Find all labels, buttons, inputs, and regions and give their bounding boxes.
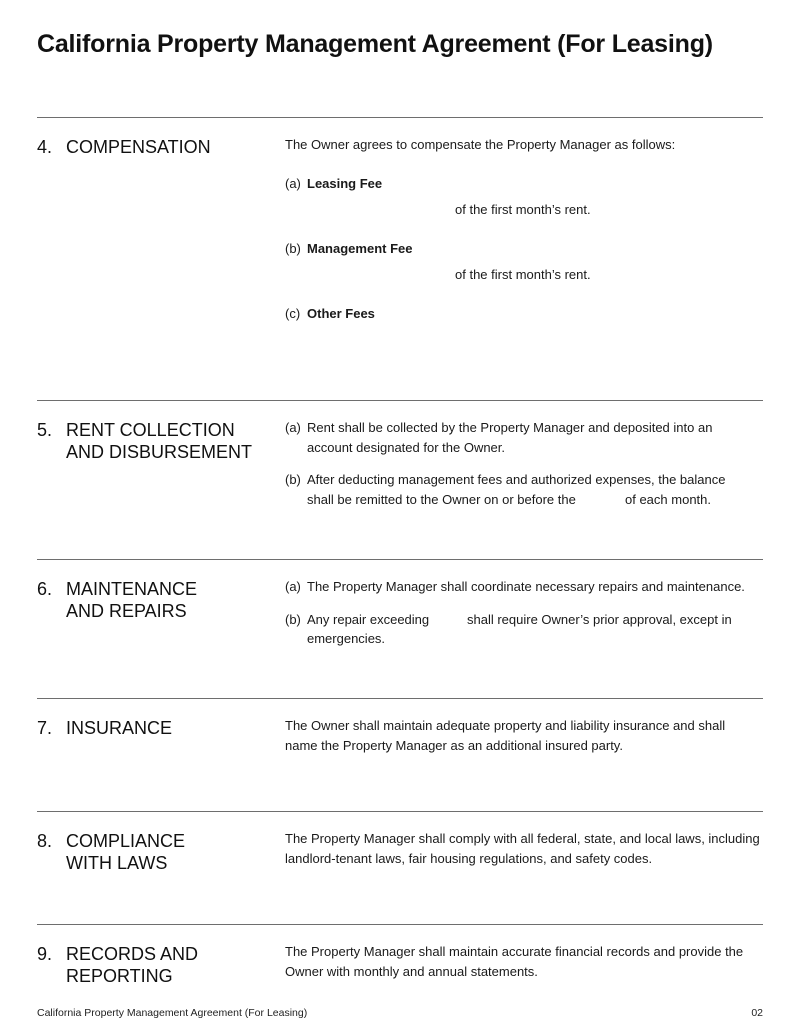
section-number: 4. [37,137,53,157]
leasing-fee-heading: Leasing Fee [307,176,383,191]
section-number: 8. [37,831,53,851]
maintenance-text-a: The Property Manager shall coordinate necessary repairs and maintenance. [307,579,745,594]
rent-collection-text-a: Rent shall be collected by the Property Manager and deposited into an account designated for the Owner. [307,420,713,455]
leasing-fee-detail: of the first month’s rent. [455,202,591,217]
management-fee-heading: Management Fee [307,241,413,256]
section-number: 5. [37,420,53,440]
section-title-records-line1: RECORDS AND [66,944,199,964]
section-title-maintenance-line1: MAINTENANCE [66,579,198,599]
repair-text-line1b: shall require Owner’s prior approval, except in [467,612,732,627]
section-number: 9. [37,944,53,964]
repair-text-line1a: Any repair exceeding [307,612,430,627]
section-title-compliance-line1: COMPLIANCE [66,831,186,851]
item-label-c: (c) [285,306,301,321]
compliance-text: The Property Manager shall comply with all federal, state, and local laws, including landlord-tenant laws, fair housing regulations, and safety codes. [285,831,760,866]
section-divider [37,400,763,401]
rent-collection-item-a [285,418,761,457]
disbursement-text-line2a: shall be remitted to the Owner on or before the [307,492,576,507]
repair-text-line2: emergencies. [307,631,386,646]
section-number: 7. [37,718,53,738]
section-title-rent-collection-line2: AND DISBURSEMENT [66,442,253,462]
section-divider [37,924,763,925]
item-label-b: (b) [285,472,301,487]
section-divider [37,698,763,699]
insurance-text: The Owner shall maintain adequate property and liability insurance and shall name the Property Manager as an additional insured party. [285,718,726,753]
section-title-compliance-line2: WITH LAWS [66,853,168,873]
footer-title: California Property Management Agreement (For Leasing) [37,1007,308,1019]
records-text: The Property Manager shall maintain accurate financial records and provide the Owner with monthly and annual statements. [285,944,744,979]
item-label-b: (b) [285,241,301,256]
section-title-maintenance-line2: AND REPAIRS [66,601,187,621]
section-title-records-line2: REPORTING [66,966,173,986]
section-divider [37,559,763,560]
section-number: 6. [37,579,53,599]
section-divider [37,117,763,118]
section-title-compensation: COMPENSATION [66,137,211,157]
management-fee-detail: of the first month’s rent. [455,267,591,282]
compensation-intro: The Owner agrees to compensate the Property Manager as follows: [285,137,676,152]
item-label-b: (b) [285,612,301,627]
disbursement-text-line2b: of each month. [625,492,711,507]
disbursement-text-line1: After deducting management fees and authorized expenses, the balance [307,472,726,487]
item-label-a: (a) [285,579,301,594]
item-label-a: (a) [285,420,301,435]
section-divider [37,811,763,812]
page-number: 02 [751,1007,763,1019]
section-title-insurance: INSURANCE [66,718,173,738]
item-label-a: (a) [285,176,301,191]
document-title: California Property Management Agreement (For Leasing) [37,30,713,58]
other-fees-heading: Other Fees [307,306,375,321]
section-title-rent-collection-line1: RENT COLLECTION [66,420,235,440]
